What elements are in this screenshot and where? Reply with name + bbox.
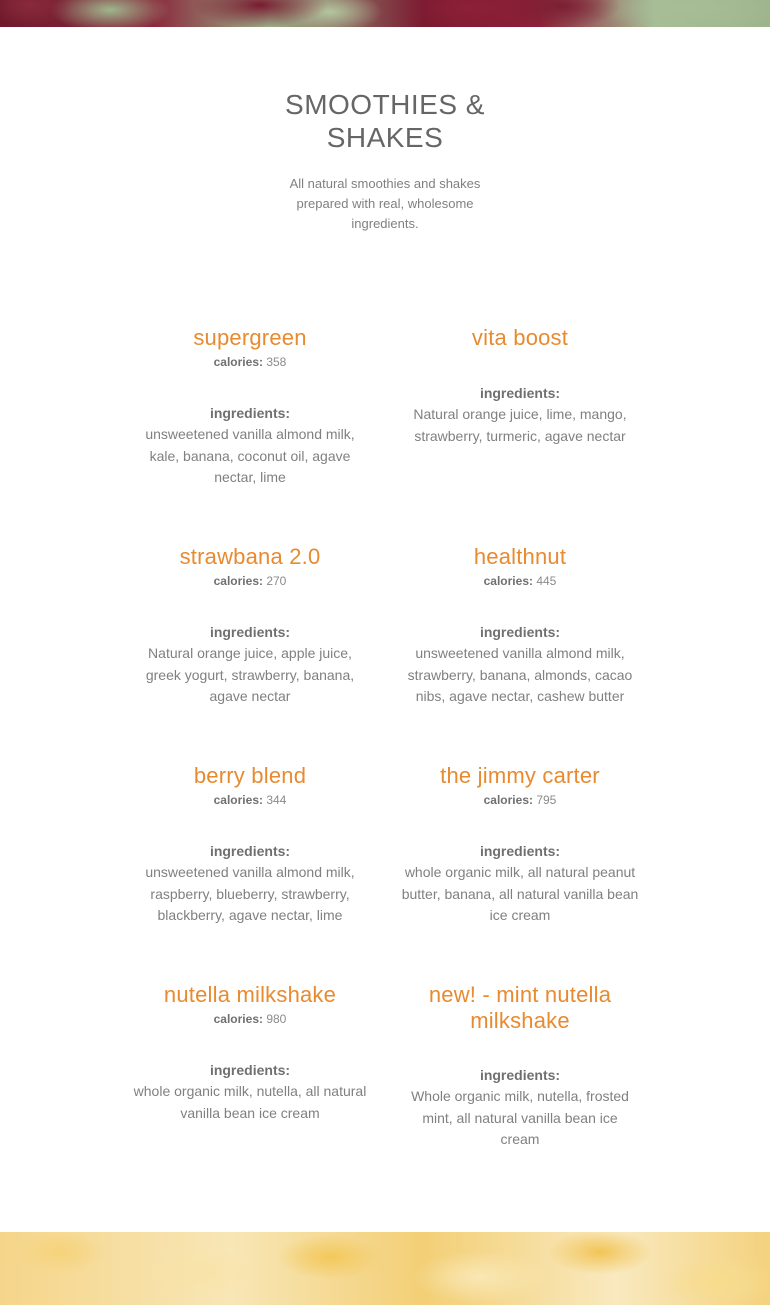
calories-value: 980: [266, 1012, 287, 1026]
calories-value: 445: [536, 574, 557, 588]
item-calories: [395, 572, 645, 590]
menu-item-mint-nutella-milkshake: [395, 982, 645, 1151]
ingredients-label: ingredients:: [209, 843, 291, 859]
calories-label: calories:: [483, 574, 533, 588]
ingredients-label: ingredients:: [479, 385, 561, 401]
ingredients-label: ingredients:: [479, 624, 561, 640]
item-name: new! - mint nutella milkshake: [428, 982, 612, 1033]
menu-item-healthnut: [395, 544, 645, 708]
ingredients-label: ingredients:: [209, 624, 291, 640]
ingredients-text: Whole organic milk, nutella, frosted mint, all natural vanilla bean ice cream: [411, 1088, 629, 1147]
calories-label: calories:: [213, 574, 263, 588]
item-calories: [395, 791, 645, 809]
item-name: berry blend: [193, 763, 307, 788]
bottom-banner-image: [0, 1232, 770, 1305]
item-name: nutella milkshake: [163, 982, 337, 1007]
item-name: healthnut: [473, 544, 567, 569]
ingredients-label: ingredients:: [209, 1062, 291, 1078]
calories-label: calories:: [213, 355, 263, 369]
menu-item-jimmy-carter: [395, 763, 645, 927]
ingredients-label: ingredients:: [479, 1067, 561, 1083]
item-name: strawbana 2.0: [179, 544, 321, 569]
item-calories: [125, 1010, 375, 1028]
calories-value: 344: [266, 793, 287, 807]
item-calories: [125, 353, 375, 371]
item-name: vita boost: [471, 325, 569, 350]
ingredients-text: Natural orange juice, apple juice, greek yogurt, strawberry, banana, agave nectar: [145, 645, 355, 704]
ingredients-text: Natural orange juice, lime, mango, strawberry, turmeric, agave nectar: [413, 406, 627, 444]
ingredients-label: ingredients:: [479, 843, 561, 859]
menu-item-berry-blend: [125, 763, 375, 927]
calories-label: calories:: [483, 793, 533, 807]
item-calories: [125, 572, 375, 590]
calories-value: 270: [266, 574, 287, 588]
calories-value: 795: [536, 793, 557, 807]
item-name: supergreen: [193, 325, 307, 350]
item-calories: [125, 791, 375, 809]
menu-item-supergreen: [125, 325, 375, 489]
item-name: the jimmy carter: [440, 763, 600, 788]
ingredients-label: ingredients:: [209, 405, 291, 421]
ingredients-text: unsweetened vanilla almond milk, raspberry, blueberry, strawberry, blackberry, agave nectar, lime: [145, 864, 355, 923]
ingredients-text: unsweetened vanilla almond milk, kale, banana, coconut oil, agave nectar, lime: [145, 426, 355, 485]
section-header: [0, 88, 770, 234]
menu-item-vita-boost: [395, 325, 645, 447]
menu-item-nutella-milkshake: [125, 982, 375, 1124]
top-banner-image: [0, 0, 770, 27]
section-title: SMOOTHIES & SHAKES: [285, 89, 485, 153]
ingredients-text: unsweetened vanilla almond milk, strawberry, banana, almonds, cacao nibs, agave nectar, cashew butter: [407, 645, 633, 704]
calories-label: calories:: [213, 793, 263, 807]
ingredients-text: whole organic milk, nutella, all natural vanilla bean ice cream: [133, 1083, 367, 1121]
section-subtitle: All natural smoothies and shakes prepared with real, wholesome ingredients.: [289, 176, 481, 231]
menu-item-strawbana: [125, 544, 375, 708]
ingredients-text: whole organic milk, all natural peanut butter, banana, all natural vanilla bean ice cream: [401, 864, 639, 923]
calories-label: calories:: [213, 1012, 263, 1026]
calories-value: 358: [266, 355, 287, 369]
